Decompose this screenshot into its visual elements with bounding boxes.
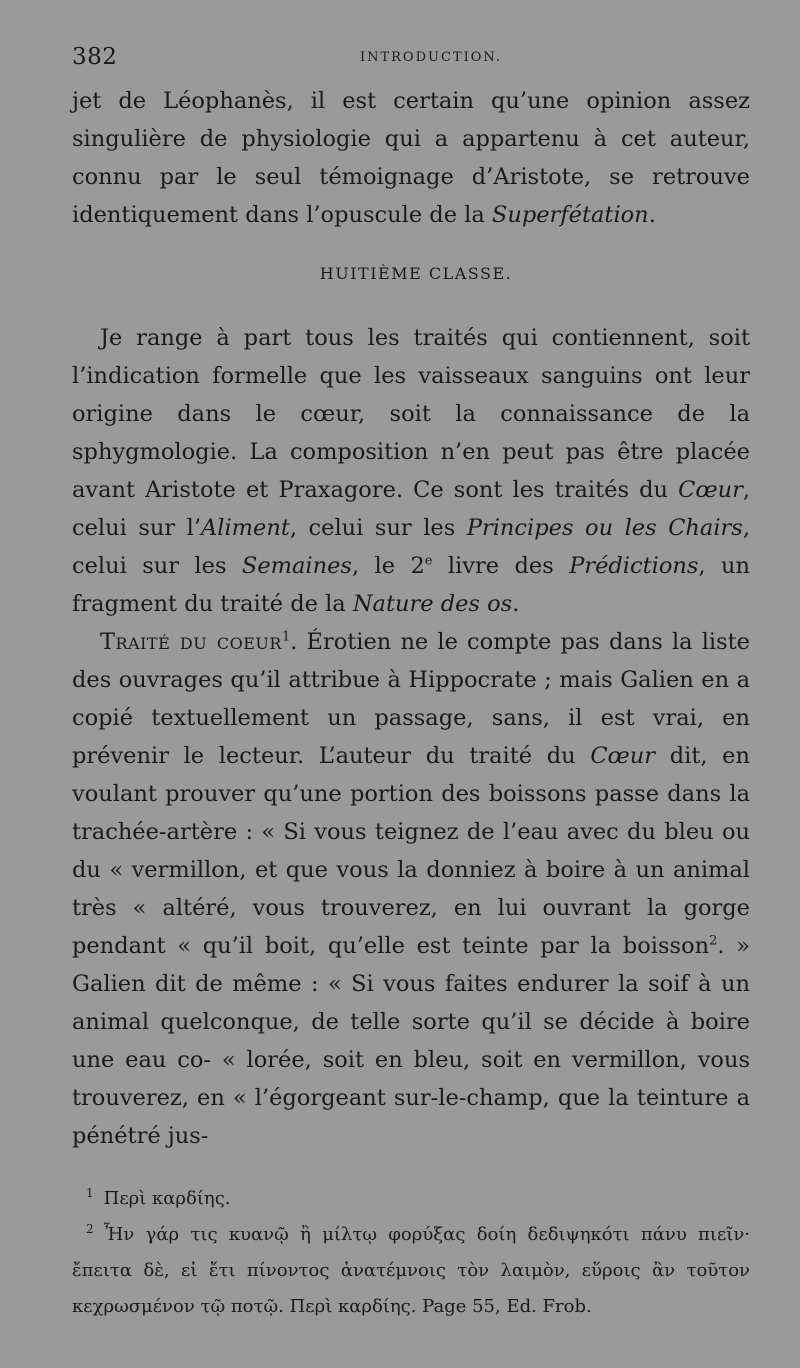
- footnote-ref-1[interactable]: 1: [281, 629, 291, 645]
- page-number: 382: [72, 44, 118, 70]
- paragraph-leophanes: [72, 82, 750, 234]
- footnote-ref-2[interactable]: 2: [709, 933, 718, 949]
- text-run: , celui sur les: [72, 515, 750, 579]
- text-run: livre des: [432, 553, 570, 579]
- paragraph-traite-du-coeur: [72, 623, 750, 1155]
- text-run: jet de Léophanès, il est certain qu’une opinion assez singulière de physiologie qui a appartenu à cet auteur, connu par le seul témoignage d’Aristote, se retrouve identiquement dans l’opuscule de la: [72, 88, 750, 228]
- text-run: , celui sur l’: [72, 477, 750, 541]
- text-run: , un fragment du traité de la: [72, 553, 750, 617]
- footnote-2: [72, 1217, 750, 1325]
- title-coeur: Cœur: [678, 477, 743, 503]
- text-run: , le 2: [351, 553, 425, 579]
- text-run: dit, en voulant prouver qu’une portion des boissons passe dans la trachée-artère : « Si vous teignez de l’eau avec du bleu ou du « vermillon, et que vous la donniez à boire à un animal très « altéré, vous trouverez, en lui ouvrant la gorge pendant « qu’il boit, qu’elle est teinte par la boisson: [72, 743, 750, 959]
- text-run: . » Galien dit de même : « Si vous faites endurer la soif à un animal quelconque, de telle sorte qu’il se décide à boire une eau co- « lorée, soit en bleu, soit en vermillon, vous trouverez, en « l’égorgeant sur-le-champ, que la teinture a pénétré jus-: [72, 933, 750, 1149]
- title-semaines: Semaines: [241, 553, 352, 579]
- title-nature-des-os: Nature des os: [352, 591, 513, 617]
- title-aliment: Aliment: [201, 515, 290, 541]
- text-run: .: [512, 591, 520, 617]
- section-heading: HUITIÈME CLASSE.: [319, 264, 513, 283]
- text-run: Je range à part tous les traités qui contiennent, soit l’indication formelle que les vaisseaux sanguins ont leur origine dans le cœur, soit la connaissance de la sphygmologie. La composition n’en peut pas être placée avant Aristote et Praxagore. Ce sont les traités du: [72, 325, 750, 503]
- footnote-1: [72, 1181, 750, 1217]
- footnotes: [72, 1181, 750, 1325]
- running-title: INTRODUCTION.: [359, 50, 503, 65]
- text-run: . Érotien ne le compte pas dans la liste des ouvrages qu’il attribue à Hippocrate ; mais Galien en a copié textuellement un passage, sans, il est vrai, en prévenir le lecteur. L’auteur du traité du: [72, 629, 750, 769]
- text-run: , celui sur les: [289, 515, 467, 541]
- footnote-text: Περὶ καρδίης.: [103, 1188, 231, 1209]
- title-principes: Principes ou les Chairs: [466, 515, 743, 541]
- text-run: .: [648, 202, 656, 228]
- footnote-mark: 2: [86, 1222, 94, 1236]
- subsection-title: Traité du coeur: [100, 629, 282, 655]
- title-predictions: Prédictions: [569, 553, 699, 579]
- title-coeur: Cœur: [590, 743, 656, 769]
- footnote-mark: 1: [86, 1186, 94, 1200]
- running-head: [72, 38, 750, 78]
- title-superfetation: Superfétation: [491, 202, 649, 228]
- ordinal-superscript: e: [424, 553, 433, 569]
- paragraph-eighth-class: [72, 319, 750, 623]
- footnote-text: Ἦν γάρ τις κυανῷ ἢ μίλτῳ φορύξας δοίη δεδιψηκότι πάνυ πιεῖν· ἔπειτα δὲ, εἰ ἔτι πίνοντος ἀνατέμνοις τὸν λαιμὸν, εὕροις ἂν τοῦτον κεχρωσμένον τῷ ποτῷ. Περὶ καρδίης. Page 55, Ed. Frob.: [72, 1224, 750, 1317]
